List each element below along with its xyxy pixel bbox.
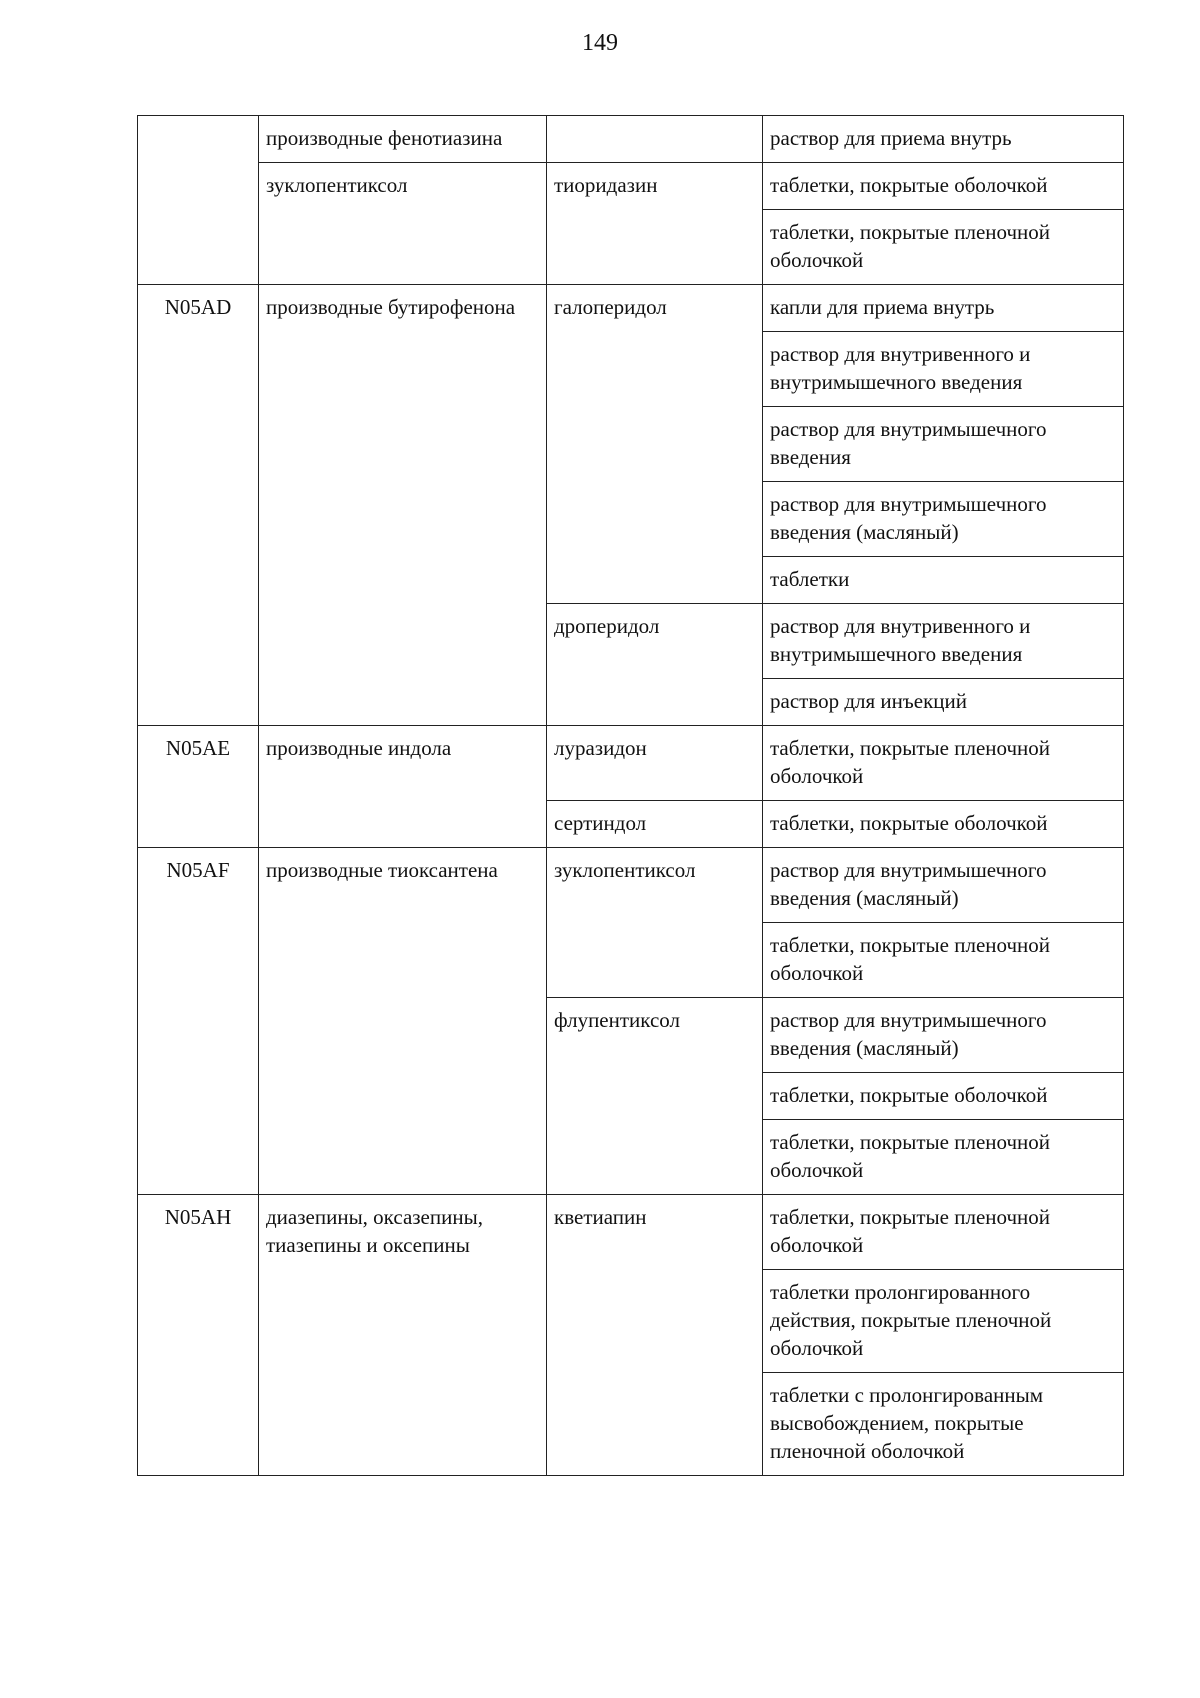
- atc-code-cell: N05AF: [138, 848, 259, 1195]
- form-cell: раствор для внутривенного и внутримышечного введения: [763, 604, 1124, 679]
- form-cell: таблетки с пролонгированным высвобождением, покрытые пленочной оболочкой: [763, 1373, 1124, 1476]
- group-cell: производные тиоксантена: [259, 848, 547, 1195]
- group-cell: производные бутирофенона: [259, 285, 547, 726]
- table-row: [138, 726, 1124, 801]
- drug-cell: сертиндол: [547, 801, 763, 848]
- form-cell: таблетки, покрытые пленочной оболочкой: [763, 923, 1124, 998]
- form-cell: таблетки, покрытые оболочкой: [763, 801, 1124, 848]
- drug-cell: луразидон: [547, 726, 763, 801]
- form-cell: раствор для внутримышечного введения: [763, 407, 1124, 482]
- form-cell: таблетки, покрытые пленочной оболочкой: [763, 1120, 1124, 1195]
- form-cell: таблетки, покрытые оболочкой: [763, 163, 1124, 210]
- atc-code-cell: N05AH: [138, 1195, 259, 1476]
- drug-cell: тиоридазин: [547, 163, 763, 285]
- drug-table: [137, 115, 1124, 1476]
- form-cell: таблетки, покрытые оболочкой: [763, 1073, 1124, 1120]
- drug-cell: флупентиксол: [547, 998, 763, 1195]
- form-cell: таблетки, покрытые пленочной оболочкой: [763, 210, 1124, 285]
- table-row: [138, 1195, 1124, 1270]
- form-cell: раствор для внутримышечного введения (масляный): [763, 848, 1124, 923]
- atc-code-cell: [138, 116, 259, 285]
- drug-cell: [547, 116, 763, 163]
- form-cell: таблетки, покрытые пленочной оболочкой: [763, 1195, 1124, 1270]
- group-cell: производные индола: [259, 726, 547, 848]
- group-cell: диазепины, оксазепины, тиазепины и оксепины: [259, 1195, 547, 1476]
- table-row: [138, 285, 1124, 332]
- table-row: [138, 163, 1124, 210]
- drug-cell: зуклопентиксол: [547, 848, 763, 998]
- drug-cell: кветиапин: [547, 1195, 763, 1476]
- form-cell: раствор для внутримышечного введения (масляный): [763, 998, 1124, 1073]
- form-cell: раствор для приема внутрь: [763, 116, 1124, 163]
- form-cell: капли для приема внутрь: [763, 285, 1124, 332]
- form-cell: таблетки пролонгированного действия, покрытые пленочной оболочкой: [763, 1270, 1124, 1373]
- atc-code-cell: N05AE: [138, 726, 259, 848]
- group-cell: зуклопентиксол: [259, 163, 547, 285]
- group-cell: производные фенотиазина: [259, 116, 547, 163]
- page-number: 149: [582, 30, 618, 56]
- drug-cell: галоперидол: [547, 285, 763, 604]
- table-row: [138, 116, 1124, 163]
- atc-code-cell: N05AD: [138, 285, 259, 726]
- table-row: [138, 848, 1124, 923]
- form-cell: таблетки: [763, 557, 1124, 604]
- form-cell: таблетки, покрытые пленочной оболочкой: [763, 726, 1124, 801]
- form-cell: раствор для инъекций: [763, 679, 1124, 726]
- form-cell: раствор для внутримышечного введения (масляный): [763, 482, 1124, 557]
- form-cell: раствор для внутривенного и внутримышечного введения: [763, 332, 1124, 407]
- drug-cell: дроперидол: [547, 604, 763, 726]
